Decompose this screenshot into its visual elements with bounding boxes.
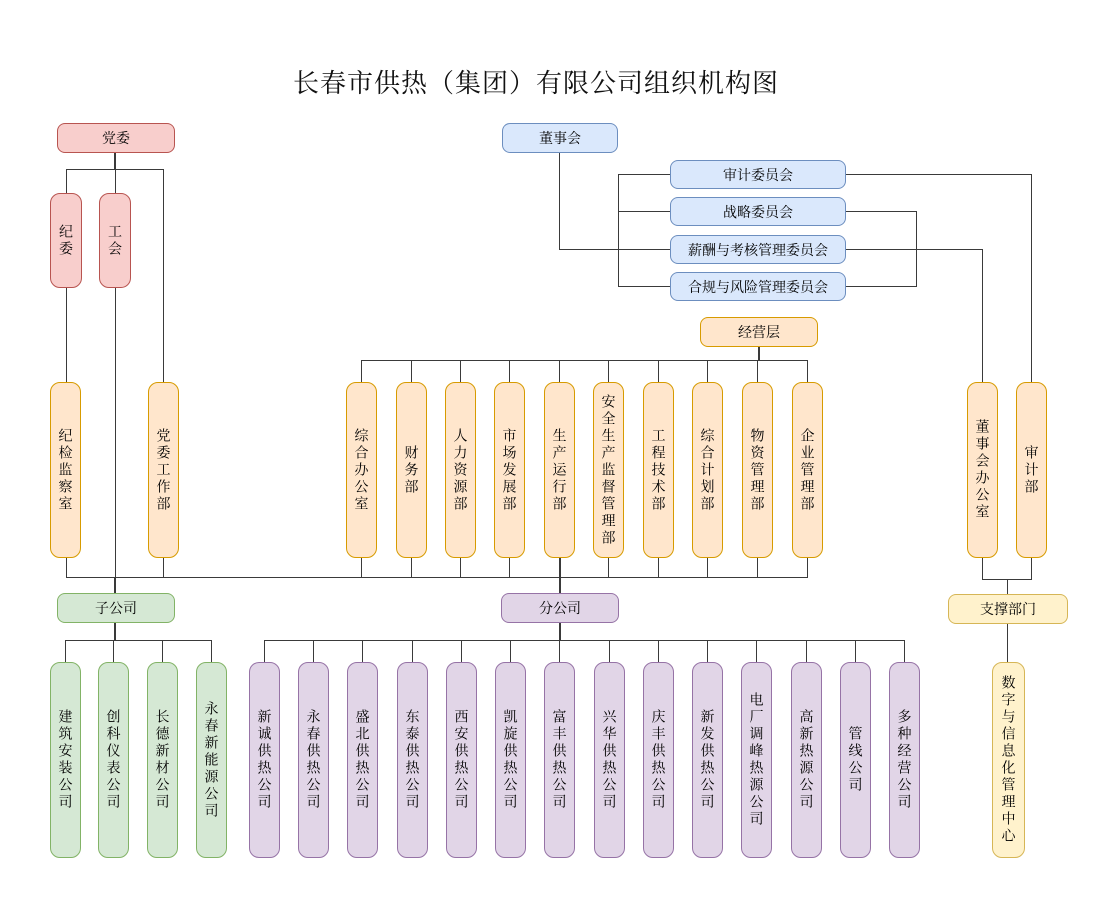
node-discipline-inspection-office: 纪检监察室 [50, 382, 81, 558]
node-branch-company: 兴华供热公司 [594, 662, 625, 858]
connector-line [510, 640, 511, 662]
node-branch-company: 多种经营公司 [889, 662, 920, 858]
node-subsidiary: 创科仪表公司 [98, 662, 129, 858]
connector-line [559, 623, 561, 640]
node-branch-company: 永春供热公司 [298, 662, 329, 858]
connector-line [361, 558, 362, 577]
node-subsidiary: 建筑安装公司 [50, 662, 81, 858]
node-committee: 合规与风险管理委员会 [670, 272, 846, 301]
connector-line [66, 558, 67, 577]
connector-line [115, 288, 116, 577]
connector-line [559, 558, 561, 593]
node-digital-info-center: 数字与信息化管理中心 [992, 662, 1025, 858]
connector-line [460, 558, 461, 577]
connector-line [618, 286, 670, 287]
connector-line [412, 640, 413, 662]
connector-line [846, 174, 1032, 175]
connector-line [114, 153, 116, 170]
connector-line [162, 640, 163, 662]
chart-title: 长春市供热（集团）有限公司组织机构图 [292, 68, 779, 98]
node-branch-company: 新诚供热公司 [249, 662, 280, 858]
node-committee: 薪酬与考核管理委员会 [670, 235, 846, 264]
connector-line [846, 211, 916, 212]
connector-line [846, 249, 982, 250]
node-department: 生产运行部 [544, 382, 575, 558]
node-department: 工程技术部 [643, 382, 674, 558]
connector-line [313, 640, 314, 662]
connector-line [559, 640, 560, 662]
connector-line [411, 558, 412, 577]
connector-line [114, 577, 116, 593]
connector-line [757, 360, 758, 382]
node-management-level: 经营层 [700, 317, 818, 347]
connector-line [807, 558, 808, 577]
connector-line [362, 640, 363, 662]
connector-line [1007, 624, 1008, 662]
connector-line [411, 360, 412, 382]
node-branches-group: 分公司 [501, 593, 619, 623]
connector-line [707, 558, 708, 577]
connector-line [264, 640, 905, 641]
connector-line [916, 211, 917, 287]
connector-line [163, 170, 164, 382]
connector-line [982, 249, 983, 382]
connector-line [66, 170, 67, 193]
connector-line [618, 211, 670, 212]
connector-line [65, 640, 66, 662]
connector-line [66, 577, 808, 578]
node-department: 综合办公室 [346, 382, 377, 558]
connector-line [113, 640, 114, 662]
connector-line [618, 174, 670, 175]
connector-line [559, 249, 670, 250]
connector-line [1007, 579, 1008, 594]
connector-line [707, 360, 708, 382]
connector-line [658, 558, 659, 577]
connector-line [758, 347, 760, 360]
connector-line [66, 288, 67, 382]
connector-line [460, 360, 461, 382]
node-labor-union: 工会 [99, 193, 131, 288]
node-branch-company: 盛北供热公司 [347, 662, 378, 858]
node-support-group: 支撑部门 [948, 594, 1068, 624]
connector-line [757, 558, 758, 577]
connector-line [559, 153, 560, 250]
connector-line [1031, 558, 1032, 580]
node-committee: 审计委员会 [670, 160, 846, 189]
node-board-office: 董事会办公室 [967, 382, 998, 558]
node-party-committee: 党委 [57, 123, 175, 153]
node-branch-company: 东泰供热公司 [397, 662, 428, 858]
node-department: 人力资源部 [445, 382, 476, 558]
node-subsidiaries-group: 子公司 [57, 593, 175, 623]
connector-line [461, 640, 462, 662]
connector-line [846, 286, 916, 287]
connector-line [855, 640, 856, 662]
node-subsidiary: 长德新材公司 [147, 662, 178, 858]
connector-line [756, 640, 757, 662]
node-branch-company: 高新热源公司 [791, 662, 822, 858]
connector-line [509, 558, 510, 577]
node-board-of-directors: 董事会 [502, 123, 618, 153]
node-department: 市场发展部 [494, 382, 525, 558]
node-audit-dept: 审计部 [1016, 382, 1047, 558]
node-branch-company: 电厂调峰热源公司 [741, 662, 772, 858]
connector-line [211, 640, 212, 662]
node-branch-company: 管线公司 [840, 662, 871, 858]
connector-line [163, 558, 164, 577]
connector-line [361, 360, 808, 361]
connector-line [618, 174, 619, 287]
node-branch-company: 富丰供热公司 [544, 662, 575, 858]
node-branch-company: 新发供热公司 [692, 662, 723, 858]
connector-line [115, 170, 116, 193]
connector-line [658, 640, 659, 662]
connector-line [806, 640, 807, 662]
node-discipline-committee: 纪委 [50, 193, 82, 288]
connector-line [807, 360, 808, 382]
connector-line [707, 640, 708, 662]
connector-line [559, 360, 560, 382]
connector-line [264, 640, 265, 662]
connector-line [608, 558, 609, 577]
node-committee: 战略委员会 [670, 197, 846, 226]
connector-line [1031, 174, 1032, 382]
connector-line [114, 623, 116, 640]
node-department: 企业管理部 [792, 382, 823, 558]
connector-line [608, 360, 609, 382]
node-department: 财务部 [396, 382, 427, 558]
connector-line [982, 558, 983, 580]
node-branch-company: 西安供热公司 [446, 662, 477, 858]
node-department: 安全生产监督管理部 [593, 382, 624, 558]
connector-line [65, 640, 212, 641]
connector-line [904, 640, 905, 662]
connector-line [658, 360, 659, 382]
node-subsidiary: 永春新能源公司 [196, 662, 227, 858]
connector-line [361, 360, 362, 382]
node-party-committee-work-dept: 党委工作部 [148, 382, 179, 558]
node-branch-company: 庆丰供热公司 [643, 662, 674, 858]
node-department: 综合计划部 [692, 382, 723, 558]
connector-line [509, 360, 510, 382]
node-department: 物资管理部 [742, 382, 773, 558]
connector-line [609, 640, 610, 662]
node-branch-company: 凯旋供热公司 [495, 662, 526, 858]
